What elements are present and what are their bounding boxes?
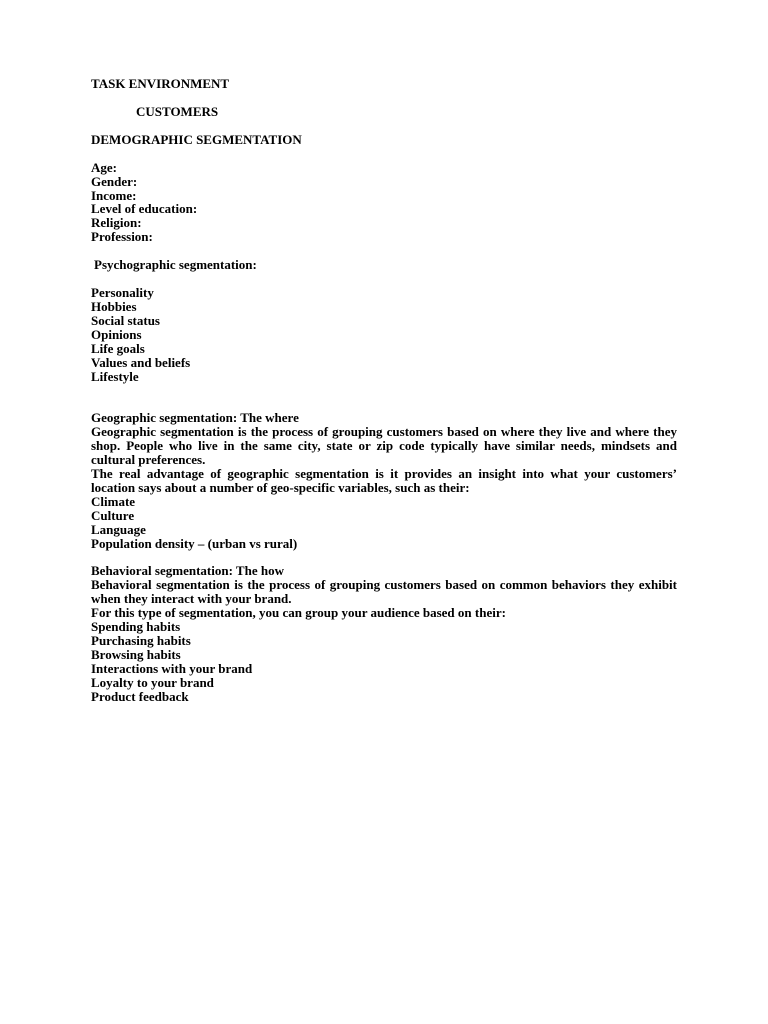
document-subheading: CUSTOMERS bbox=[136, 103, 219, 119]
psychographic-list bbox=[91, 286, 677, 383]
geographic-paragraph-2: The real advantage of geographic segmentation is it provides an insight into what your customers’ location says about a number of geo-specific variables, such as their: bbox=[91, 466, 677, 495]
demographic-item-religion: Religion: bbox=[91, 215, 142, 231]
spacer bbox=[91, 550, 677, 564]
demographic-title: DEMOGRAPHIC SEGMENTATION bbox=[91, 131, 302, 147]
behavioral-item-loyalty: Loyalty to your brand bbox=[91, 674, 214, 690]
geographic-list bbox=[91, 495, 677, 551]
demographic-item-age: Age: bbox=[91, 159, 117, 175]
spacer bbox=[91, 383, 677, 411]
spacer bbox=[91, 91, 677, 105]
document-heading: TASK ENVIRONMENT bbox=[91, 76, 230, 91]
psychographic-item-values: Values and beliefs bbox=[91, 354, 191, 370]
behavioral-list bbox=[91, 620, 677, 703]
demographic-item-income: Income: bbox=[91, 187, 137, 203]
behavioral-item-purchasing: Purchasing habits bbox=[91, 633, 191, 648]
geographic-item-population-density: Population density – (urban vs rural) bbox=[91, 535, 298, 551]
spacer bbox=[91, 272, 677, 286]
spacer bbox=[91, 244, 677, 258]
behavioral-item-interactions: Interactions with your brand bbox=[91, 660, 253, 676]
psychographic-item-opinions: Opinions bbox=[91, 326, 142, 342]
behavioral-item-browsing: Browsing habits bbox=[91, 646, 181, 662]
psychographic-item-life-goals: Life goals bbox=[91, 340, 145, 356]
behavioral-paragraph-2: For this type of segmentation, you can group your audience based on their: bbox=[91, 605, 506, 621]
spacer bbox=[91, 147, 677, 161]
psychographic-item-personality: Personality bbox=[91, 285, 154, 301]
spacer bbox=[91, 119, 677, 133]
demographic-item-profession: Profession: bbox=[91, 229, 153, 245]
geographic-item-language: Language bbox=[91, 521, 146, 537]
psychographic-item-social-status: Social status bbox=[91, 312, 160, 328]
behavioral-title: Behavioral segmentation: The how bbox=[91, 563, 284, 579]
demographic-item-education: Level of education: bbox=[91, 201, 198, 217]
psychographic-item-lifestyle: Lifestyle bbox=[91, 368, 139, 384]
behavioral-paragraph-1: Behavioral segmentation is the process of grouping customers based on common behaviors they exhibit when they interact with your brand. bbox=[91, 577, 677, 607]
behavioral-item-feedback: Product feedback bbox=[91, 688, 189, 704]
document-body bbox=[91, 77, 677, 704]
psychographic-item-hobbies: Hobbies bbox=[91, 298, 137, 314]
geographic-title: Geographic segmentation: The where bbox=[91, 410, 299, 426]
demographic-item-gender: Gender: bbox=[91, 173, 138, 189]
geographic-item-culture: Culture bbox=[91, 507, 135, 523]
psychographic-title: Psychographic segmentation: bbox=[94, 257, 257, 273]
geographic-paragraph-1: Geographic segmentation is the process of grouping customers based on where they live and where they shop. People who live in the same city, state or zip code typically have similar needs, mindsets and cultural preferences. bbox=[91, 424, 677, 468]
behavioral-item-spending: Spending habits bbox=[91, 619, 181, 635]
demographic-list bbox=[91, 161, 677, 244]
geographic-item-climate: Climate bbox=[91, 493, 136, 509]
